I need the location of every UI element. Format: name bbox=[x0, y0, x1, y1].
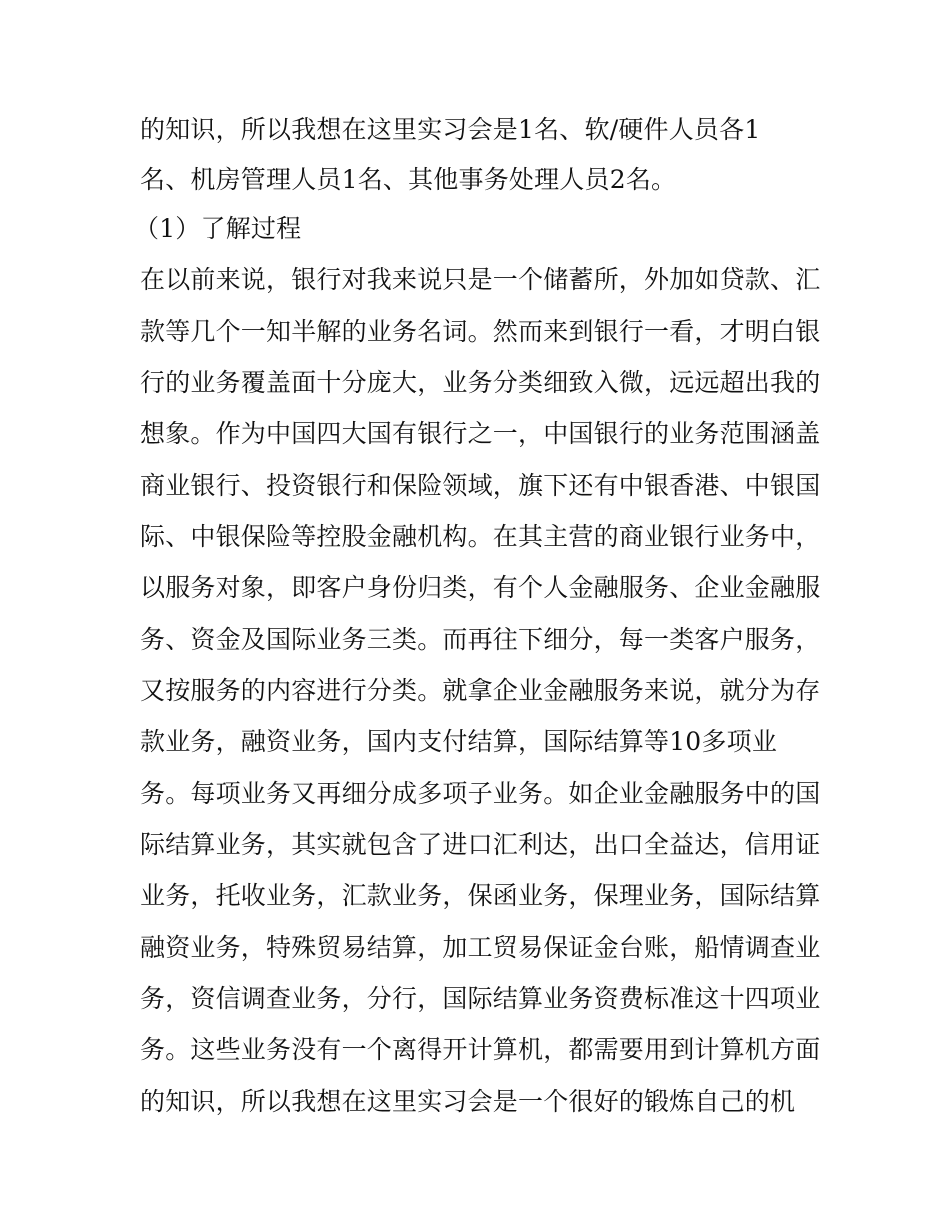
section-heading: （1）了解过程 bbox=[134, 214, 302, 243]
paragraph-line: 名、机房管理人员1名、其他事务处理人员2名。 bbox=[140, 165, 677, 194]
paragraph-line: 在以前来说，银行对我来说只是一个储蓄所，外加如贷款、汇 bbox=[140, 265, 820, 294]
paragraph-line: 业务，托收业务，汇款业务，保函业务，保理业务，国际结算 bbox=[140, 881, 820, 910]
paragraph-line: 商业银行、投资银行和保险领域，旗下还有中银香港、中银国 bbox=[140, 471, 820, 500]
paragraph-line: 想象。作为中国四大国有银行之一，中国银行的业务范围涵盖 bbox=[140, 419, 820, 448]
paragraph-line: 务、资金及国际业务三类。而再往下细分，每一类客户服务， bbox=[140, 625, 820, 654]
paragraph-line: 以服务对象，即客户身份归类，有个人金融服务、企业金融服 bbox=[140, 573, 820, 602]
paragraph-line: 行的业务覆盖面十分庞大，业务分类细致入微，远远超出我的 bbox=[140, 368, 820, 397]
paragraph-line: 际结算业务，其实就包含了进口汇利达，出口全益达，信用证 bbox=[140, 830, 820, 859]
paragraph-line: 款业务，融资业务，国内支付结算，国际结算等10多项业 bbox=[140, 727, 778, 756]
paragraph-line: 款等几个一知半解的业务名词。然而来到银行一看，才明白银 bbox=[140, 317, 820, 346]
paragraph-line: 际、中银保险等控股金融机构。在其主营的商业银行业务中， bbox=[140, 522, 820, 551]
paragraph-line: 务。每项业务又再细分成多项子业务。如企业金融服务中的国 bbox=[140, 779, 820, 808]
paragraph-line: 的知识，所以我想在这里实习会是一个很好的锻炼自己的机 bbox=[140, 1087, 796, 1116]
paragraph-line: 的知识，所以我想在这里实习会是1名、软/硬件人员各1 bbox=[140, 115, 761, 144]
paragraph-line: 融资业务，特殊贸易结算，加工贸易保证金台账，船情调查业 bbox=[140, 933, 820, 962]
paragraph-line: 务，资信调查业务，分行，国际结算业务资费标准这十四项业 bbox=[140, 984, 820, 1013]
paragraph-line: 又按服务的内容进行分类。就拿企业金融服务来说，就分为存 bbox=[140, 676, 820, 705]
paragraph-line: 务。这些业务没有一个离得开计算机，都需要用到计算机方面 bbox=[140, 1035, 820, 1064]
